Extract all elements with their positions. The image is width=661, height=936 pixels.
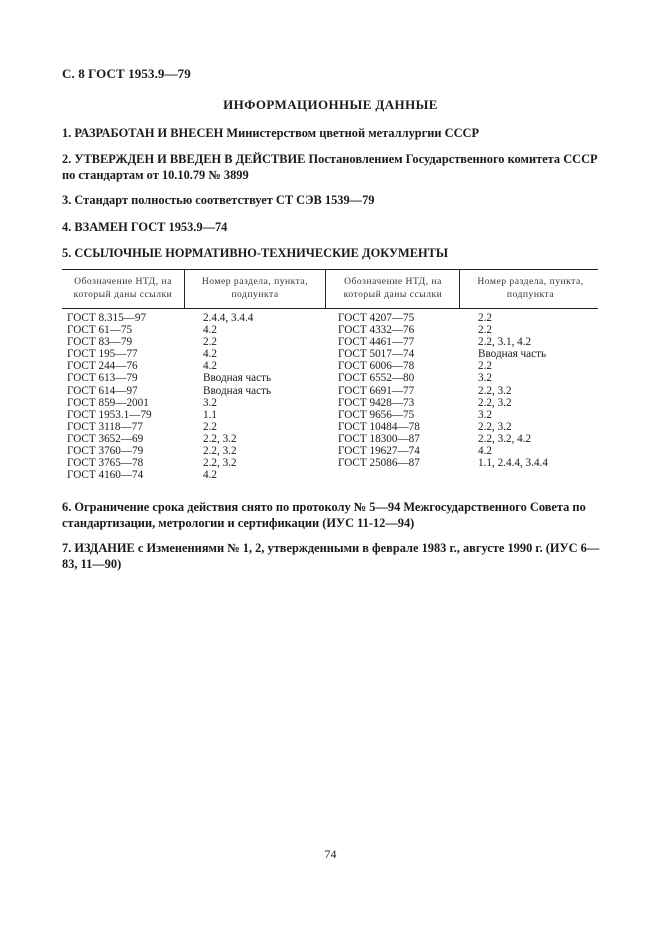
table-cell-doc: ГОСТ 61—75 (67, 324, 133, 337)
section-title: ИНФОРМАЦИОННЫЕ ДАННЫЕ (223, 97, 438, 112)
table-header-rule (62, 308, 598, 309)
table-cell-ref: 3.2 (203, 396, 217, 409)
table-cell-ref: 4.2 (203, 360, 217, 373)
table-cell-ref: 4.2 (478, 445, 492, 458)
table-cell-ref: 3.2 (478, 408, 492, 421)
table-column-right-docs (338, 312, 420, 469)
page-number: 74 (324, 847, 337, 861)
table-cell-doc: ГОСТ 8.315—97 (67, 312, 147, 324)
table-cell-doc: ГОСТ 25086—87 (338, 457, 420, 470)
page-header: С. 8 ГОСТ 1953.9—79 (62, 66, 191, 81)
table-cell-doc: ГОСТ 4332—76 (338, 324, 415, 337)
table-cell-doc: ГОСТ 3760—79 (67, 445, 144, 458)
table-cell-doc: ГОСТ 10484—78 (338, 420, 420, 433)
table-cell-ref: 2.2, 3.2, 4.2 (478, 432, 532, 445)
table-cell-doc: ГОСТ 614—97 (67, 384, 138, 397)
table-header-ref-left: Номер раздела, пункта, подпункта (201, 276, 309, 300)
info-item-1-lead: 1. РАЗРАБОТАН И ВНЕСЕН (62, 126, 224, 140)
table-cell-ref: 2.2, 3.2 (203, 445, 237, 458)
table-header-doc-right: Обозначение НТД, на который даны ссылки (343, 276, 443, 300)
table-cell-doc: ГОСТ 3765—78 (67, 457, 144, 470)
table-divider (459, 269, 460, 308)
table-top-rule (62, 269, 598, 270)
table-cell-ref: 2.2 (203, 336, 217, 349)
table-cell-doc: ГОСТ 4207—75 (338, 312, 415, 324)
table-cell-ref: 2.4.4, 3.4.4 (203, 312, 254, 324)
table-cell-doc: ГОСТ 613—79 (67, 372, 138, 385)
info-item-3: 3. Стандарт полностью соответствует СТ СЭВ 1539—79 (62, 193, 375, 207)
table-cell-doc: ГОСТ 6691—77 (338, 384, 415, 397)
table-cell-doc: ГОСТ 859—2001 (67, 396, 149, 409)
table-cell-doc: ГОСТ 1953.1—79 (67, 408, 152, 421)
table-cell-ref: 2.2, 3.2 (478, 420, 512, 433)
table-header-doc-left: Обозначение НТД, на который даны ссылки (73, 276, 173, 300)
table-cell-ref: 4.2 (203, 469, 217, 482)
table-cell-doc: ГОСТ 9656—75 (338, 408, 415, 421)
table-divider (325, 269, 326, 308)
table-column-left-docs (67, 312, 152, 481)
table-cell-ref: Вводная часть (478, 348, 547, 361)
info-item-2-lead: 2. УТВЕРЖДЕН И ВВЕДЕН В ДЕЙСТВИЕ (62, 152, 306, 166)
table-cell-doc: ГОСТ 195—77 (67, 348, 138, 361)
table-cell-doc: ГОСТ 9428—73 (338, 396, 415, 409)
table-cell-doc: ГОСТ 6552—80 (338, 372, 415, 385)
table-cell-ref: 2.2 (203, 420, 217, 433)
table-cell-ref: 2.2, 3.1, 4.2 (478, 336, 532, 349)
table-cell-ref: 4.2 (203, 324, 217, 337)
table-cell-ref: Вводная часть (203, 384, 272, 397)
info-item-6: 6. Ограничение срока действия снято по протоколу № 5—94 Межгосударственного Совета по стандартизации, метрологии и сертификации (ИУС 11-12—94) (62, 500, 586, 530)
info-item-5: 5. ССЫЛОЧНЫЕ НОРМАТИВНО-ТЕХНИЧЕСКИЕ ДОКУМЕНТЫ (62, 246, 449, 260)
table-column-left-refs (203, 312, 271, 481)
table-cell-doc: ГОСТ 19627—74 (338, 445, 420, 458)
table-cell-doc: ГОСТ 4160—74 (67, 469, 144, 482)
info-item-2-text: Постановлением Государственного комитета СССР по стандартам от 10.10.79 № 3899 (62, 152, 598, 182)
table-cell-ref: 2.2, 3.2 (203, 457, 237, 470)
table-cell-ref: 2.2, 3.2 (478, 384, 512, 397)
table-divider (184, 269, 185, 308)
table-cell-ref: 2.2, 3.2 (203, 432, 237, 445)
info-item-2 (62, 151, 602, 183)
info-item-7: 7. ИЗДАНИЕ с Изменениями № 1, 2, утвержденными в феврале 1983 г., августе 1990 г. (ИУС 6—83, 11—90) (62, 541, 600, 571)
table-cell-ref: 1.1, 2.4.4, 3.4.4 (478, 457, 548, 470)
table-cell-doc: ГОСТ 83—79 (67, 336, 133, 349)
table-cell-doc: ГОСТ 3652—69 (67, 432, 144, 445)
table-cell-ref: 1.1 (203, 408, 217, 421)
info-item-1-text: Министерством цветной металлургии СССР (226, 126, 480, 140)
table-cell-ref: 2.2 (478, 360, 492, 373)
table-cell-doc: ГОСТ 18300—87 (338, 432, 420, 445)
table-cell-ref: 4.2 (203, 348, 217, 361)
table-cell-doc: ГОСТ 6006—78 (338, 360, 415, 373)
table-cell-ref: 2.2 (478, 312, 492, 324)
table-cell-ref: 2.2, 3.2 (478, 396, 512, 409)
table-column-right-refs (478, 312, 548, 469)
info-item-1 (62, 125, 602, 141)
table-cell-doc: ГОСТ 3118—77 (67, 420, 143, 433)
table-cell-ref: 2.2 (478, 324, 492, 337)
table-header-ref-right: Номер раздела, пункта, подпункта (477, 276, 584, 300)
table-cell-ref: Вводная часть (203, 372, 272, 385)
table-cell-doc: ГОСТ 244—76 (67, 360, 138, 373)
table-cell-ref: 3.2 (478, 372, 492, 385)
table-cell-doc: ГОСТ 4461—77 (338, 336, 415, 349)
table-cell-doc: ГОСТ 5017—74 (338, 348, 415, 361)
info-item-4: 4. ВЗАМЕН ГОСТ 1953.9—74 (62, 220, 228, 234)
